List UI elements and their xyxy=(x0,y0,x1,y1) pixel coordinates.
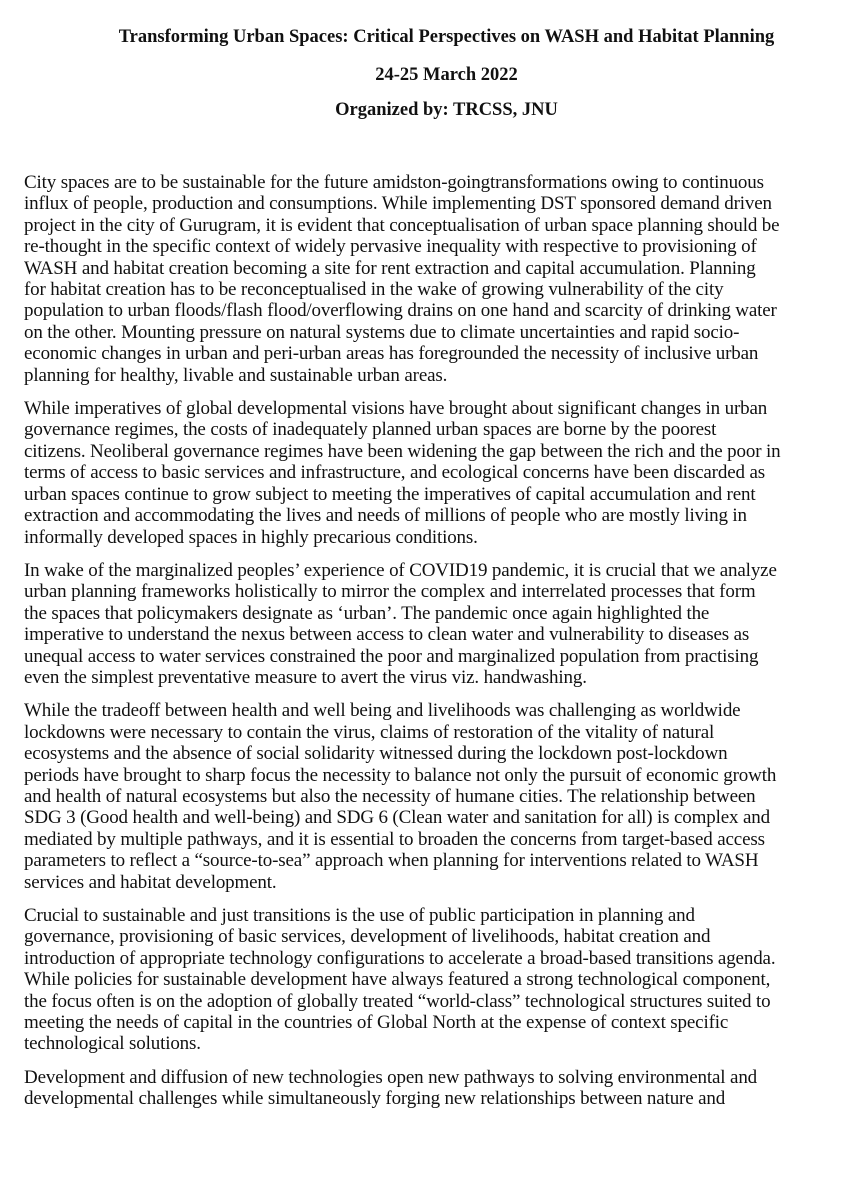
paragraph-1: City spaces are to be sustainable for the future amidston-goingtransformations owing to continuous influx of people, production and consumptions. While implementing DST sponsored demand driven project in the city of Gurugram, it is evident that conceptualisation of urban space planning should be re-thought in the specific context of widely pervasive inequality with respective to provisioning of WASH and habitat creation becoming a site for rent extraction and capital accumulation. Planning for habitat creation has to be reconceptualised in the wake of growing vulnerability of the city population to urban floods/flash flood/overflowing drains on one hand and scarcity of drinking water on the other. Mounting pressure on natural systems due to climate uncertainties and rapid socio- economic changes in urban and peri-urban areas has foregrounded the necessity of inclusive urban planning for healthy, livable and sustainable urban areas. xyxy=(24,172,780,386)
event-date: 24-25 March 2022 xyxy=(375,65,518,85)
paragraph-4: While the tradeoff between health and well being and livelihoods was challenging as worldwide lockdowns were necessary to contain the virus, claims of restoration of the vitality of natural ecosystems and the absence of social solidarity witnessed during the lockdown post-lockdown periods have brought to sharp focus the necessity to balance not only the pursuit of economic growth and health of natural ecosystems but also the necessity of humane cities. The relationship between SDG 3 (Good health and well-being) and SDG 6 (Clean water and sanitation for all) is complex and mediated by multiple pathways, and it is essential to broaden the concerns from target-based access parameters to reflect a “source-to-sea” approach when planning for interventions related to WASH services and habitat development. xyxy=(24,700,777,893)
document-title: Transforming Urban Spaces: Critical Perspectives on WASH and Habitat Planning xyxy=(118,27,775,47)
paragraph-6: Development and diffusion of new technologies open new pathways to solving environmental and developmental challenges while simultaneously forging new relationships between nature and xyxy=(24,1066,758,1110)
organizer-line: Organized by: TRCSS, JNU xyxy=(335,100,558,120)
document-header xyxy=(0,27,849,120)
paragraph-2: While imperatives of global developmental visions have brought about significant changes in urban governance regimes, the costs of inadequately planned urban spaces are borne by the poorest citizens. Neoliberal governance regimes have been widening the gap between the rich and the poor in terms of access to basic services and infrastructure, and ecological concerns have been discarded as urban spaces continue to grow subject to meeting the imperatives of capital accumulation and rent extraction and accommodating the lives and needs of millions of people who are mostly living in informally developed spaces in highly precarious conditions. xyxy=(24,398,781,548)
paragraph-5: Crucial to sustainable and just transitions is the use of public participation in planning and governance, provisioning of basic services, development of livelihoods, habitat creation and introduction of appropriate technology configurations to accelerate a broad-based transitions agenda. While policies for sustainable development have always featured a strong technological component, the focus often is on the adoption of globally treated “world-class” technological structures suited to meeting the needs of capital in the countries of Global North at the expense of context specific technological solutions. xyxy=(24,905,776,1055)
paragraph-3: In wake of the marginalized peoples’ experience of COVID19 pandemic, it is crucial that we analyze urban planning frameworks holistically to mirror the complex and interrelated processes that form the spaces that policymakers designate as ‘urban’. The pandemic once again highlighted the imperative to understand the nexus between access to clean water and vulnerability to diseases as unequal access to water services constrained the poor and marginalized population from practising even the simplest preventative measure to avert the virus viz. handwashing. xyxy=(24,559,777,688)
document-body xyxy=(0,172,844,1110)
